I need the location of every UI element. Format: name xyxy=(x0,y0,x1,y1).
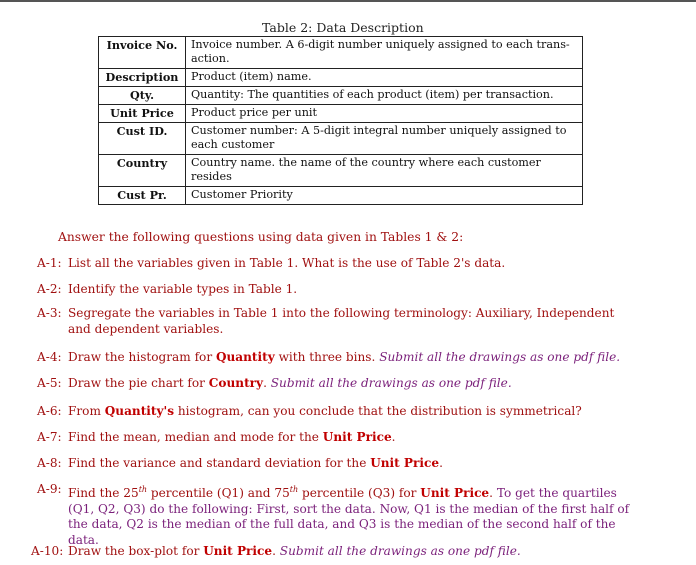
table-row xyxy=(99,105,583,123)
question-text-part: From xyxy=(68,404,105,418)
table-value-cell: Customer number: A 5-digit integral number uniquely assigned to each customer xyxy=(186,123,583,155)
question-text-part: th xyxy=(289,485,299,494)
table-key-cell: Cust Pr. xyxy=(99,187,186,205)
table-value-cell: Quantity: The quantities of each product (item) per transaction. xyxy=(186,87,583,105)
question-number: A-3: xyxy=(37,306,62,320)
question-text-part: To get the quartiles (Q1, Q2, Q3) do the following: First, sort the data. Now, Q1 is the median of the first half of the data, Q2 is the median of the full data, and Q3 is the median of the second half of the data. xyxy=(68,486,630,547)
questions-intro: Answer the following questions using data given in Tables 1 & 2: xyxy=(58,230,464,244)
table-row xyxy=(99,187,583,205)
question-text-part: . xyxy=(272,544,280,558)
question-text-part: Find the variance and standard deviation for the xyxy=(68,456,371,470)
question-text-part: Draw the histogram for xyxy=(68,350,216,364)
question-text-part: Submit all the drawings as one pdf file. xyxy=(279,544,521,558)
table-row xyxy=(99,155,583,187)
question-number: A-4: xyxy=(37,350,62,364)
question-number: A-1: xyxy=(37,256,62,270)
question-text-part: Unit Price xyxy=(203,544,273,558)
question-number: A-10: xyxy=(31,544,64,558)
question-text-part: Unit Price xyxy=(420,486,490,501)
table-key-cell: Unit Price xyxy=(99,105,186,123)
question-text-part: Country xyxy=(208,376,264,390)
question-number: A-7: xyxy=(37,430,62,444)
question-text xyxy=(68,404,640,420)
question-text-part: histogram, can you conclude that the distribution is symmetrical? xyxy=(174,404,582,418)
question-text xyxy=(68,456,640,472)
table-row xyxy=(99,37,583,69)
question-text-part: Identify the variable types in Table 1. xyxy=(68,282,298,296)
question-text-part: Segregate the variables in Table 1 into the following terminology: Auxiliary, Independent and dependent variables. xyxy=(68,306,615,336)
data-description-table xyxy=(98,36,583,205)
question-text-part: . xyxy=(489,486,497,501)
question-text-part: . xyxy=(263,376,271,390)
question-text-part: Quantity's xyxy=(104,404,175,418)
question-text-part: Quantity xyxy=(215,350,275,364)
table-caption: Table 2: Data Description xyxy=(262,20,424,35)
question-text-part: . xyxy=(439,456,443,470)
table-value-cell: Customer Priority xyxy=(186,187,583,205)
question-text xyxy=(68,376,640,392)
table-value-cell: Country name. the name of the country where each customer resides xyxy=(186,155,583,187)
question-text-part: . xyxy=(391,430,396,444)
question-text-part: percentile (Q3) for xyxy=(298,486,421,501)
question-text-part: Submit all the drawings as one pdf file. xyxy=(379,350,621,364)
question-text-part: Submit all the drawings as one pdf file. xyxy=(270,376,512,390)
question-text xyxy=(68,482,640,548)
question-number: A-5: xyxy=(37,376,62,390)
question-text xyxy=(68,544,640,560)
question-number: A-2: xyxy=(37,282,62,296)
question-text xyxy=(68,256,640,272)
question-text xyxy=(68,306,640,337)
table-row xyxy=(99,87,583,105)
question-text-part: th xyxy=(138,485,148,494)
question-number: A-8: xyxy=(37,456,62,470)
question-number: A-6: xyxy=(37,404,62,418)
table-key-cell: Country xyxy=(99,155,186,187)
table-key-cell: Description xyxy=(99,69,186,87)
table-row xyxy=(99,69,583,87)
question-text-part: Unit Price xyxy=(322,430,392,444)
table-key-cell: Qty. xyxy=(99,87,186,105)
question-text-part: percentile (Q1) and 75 xyxy=(147,486,290,501)
table-value-cell: Product price per unit xyxy=(186,105,583,123)
table-row xyxy=(99,123,583,155)
question-text-part: List all the variables given in Table 1. What is the use of Table 2's data. xyxy=(68,256,506,270)
question-text-part: Draw the pie chart for xyxy=(68,376,209,390)
question-text xyxy=(68,430,640,446)
question-text-part: with three bins. xyxy=(274,350,380,364)
question-text-part: Draw the box-plot for xyxy=(68,544,204,558)
table-value-cell: Product (item) name. xyxy=(186,69,583,87)
question-text-part: Find the mean, median and mode for the xyxy=(68,430,323,444)
table-value-cell: Invoice number. A 6-digit number uniquely assigned to each trans-action. xyxy=(186,37,583,69)
top-rule xyxy=(0,0,696,2)
table-key-cell: Invoice No. xyxy=(99,37,186,69)
question-text xyxy=(68,282,640,298)
table-key-cell: Cust ID. xyxy=(99,123,186,155)
question-text-part: Unit Price xyxy=(370,456,440,470)
question-text-part: Find the 25 xyxy=(68,486,139,501)
question-text xyxy=(68,350,640,366)
question-number: A-9: xyxy=(37,482,62,496)
